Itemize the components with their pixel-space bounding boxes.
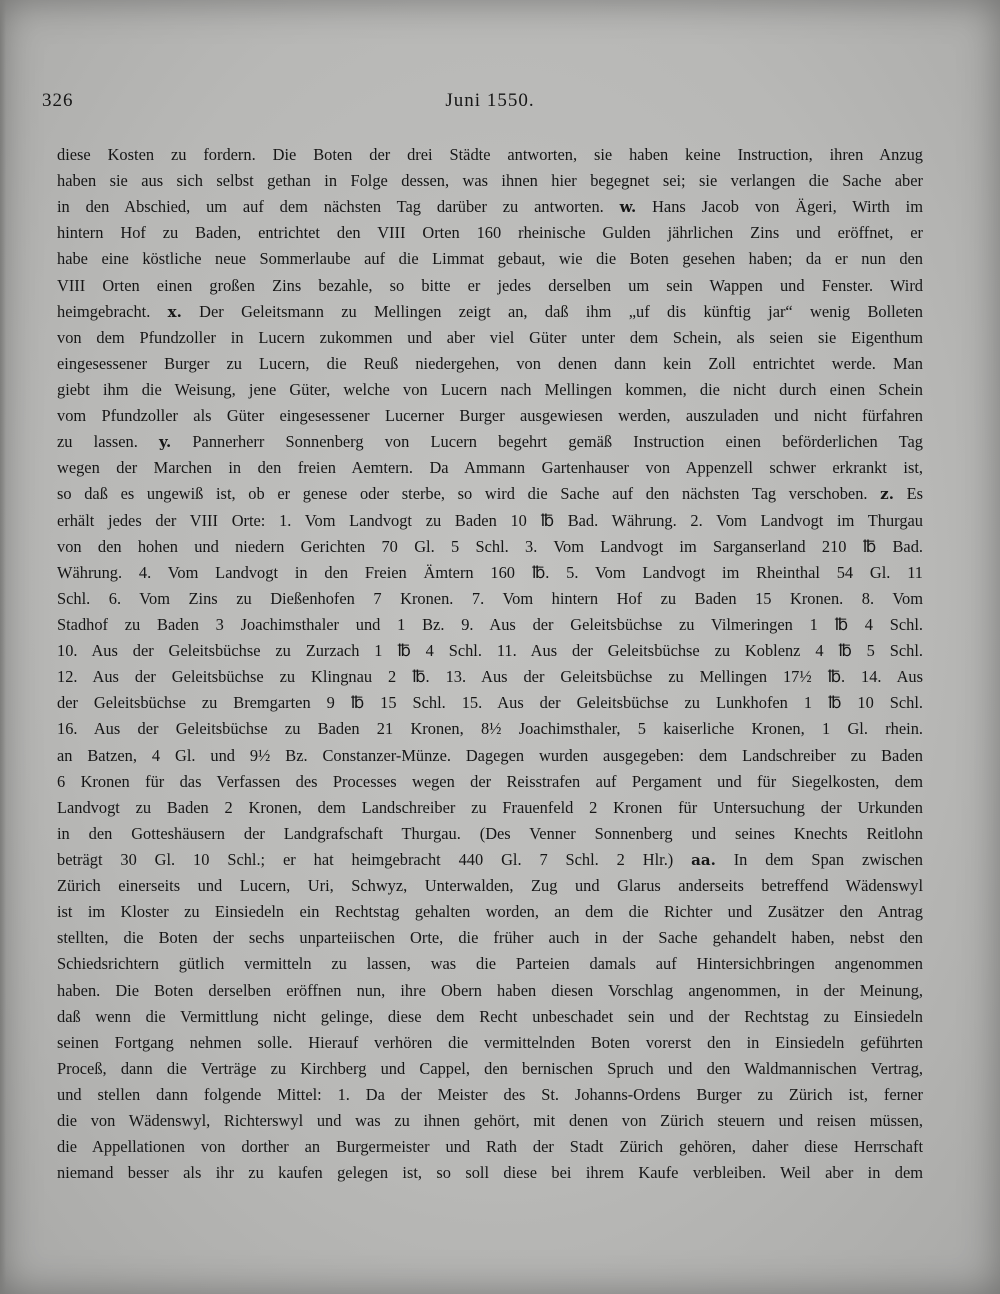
text-line (57, 925, 923, 951)
text-segment: Proceß, dann die Verträge zu Kirchberg und Cappel, den bernischen Spruch und den Waldmannischen Vertrag, (57, 1058, 923, 1078)
text-line (57, 638, 923, 664)
text-segment: 12. Aus der Geleitsbüchse zu Klingnau 2 ℔. 13. Aus der Geleitsbüchse zu Mellingen 17½ ℔. 14. Aus (57, 667, 923, 687)
text-segment: stellten, die Boten der sechs unparteiischen Orte, die früher auch in der Sache gehandelt haben, nebst den (57, 928, 923, 948)
text-segment: die Appellationen von dorther an Burgermeister und Rath der Stadt Zürich gehören, daher diese Herrschaft (57, 1137, 923, 1157)
text-line (57, 534, 923, 560)
text-line (57, 1082, 923, 1108)
text-segment: Schiedsrichtern gütlich vermitteln zu lassen, was die Parteien damals auf Hintersichbringen angenommen (57, 954, 923, 974)
text-segment: die von Wädenswyl, Richterswyl und was zu ihnen gehört, mit denen von Zürich steuern und reisen müssen, (57, 1111, 923, 1131)
text-segment: haben. Die Boten derselben eröffnen nun, ihre Obern haben diesen Vorschlag angenommen, in der Meinung, (57, 980, 923, 1000)
text-segment: haben sie aus sich selbst gethan in Folge dessen, was ihnen hier begegnet sei; sie verlangen die Sache aber (57, 171, 923, 191)
text-segment: Hans Jacob von Ägeri, Wirth im (636, 197, 923, 217)
text-segment: Zürich einerseits und Lucern, Uri, Schwyz, Unterwalden, Zug und Glarus anderseits betreffend Wädenswyl (57, 876, 923, 896)
text-segment: diese Kosten zu fordern. Die Boten der drei Städte antworten, sie haben keine Instruction, ihren Anzug (57, 145, 923, 164)
text-segment: ist im Kloster zu Einsiedeln ein Rechtstag gehalten worden, an dem die Richter und Zusätzer den Antrag (57, 902, 923, 922)
text-segment: habe eine köstliche neue Sommerlaube auf die Limmat gebaut, wie die Boten gesehen haben; da er nun den (57, 249, 923, 269)
text-line (57, 168, 923, 194)
text-line (57, 586, 923, 612)
text-segment: eingesessener Burger zu Lucern, die Reuß niedergehen, von denen dann kein Zoll entrichtet werde. Man (57, 353, 923, 373)
text-line (57, 664, 923, 690)
text-segment: daß wenn die Vermittlung nicht gelinge, diese dem Recht unbeschadet sein und der Rechtstag zu Einsiedeln (57, 1006, 923, 1026)
page-edge (0, 0, 6, 1294)
text-segment: von den hohen und niedern Gerichten 70 Gl. 5 Schl. 3. Vom Landvogt im Sarganserland 210 ℔ Bad. (57, 536, 923, 556)
text-line (57, 429, 923, 455)
text-segment: zu lassen. (57, 432, 160, 452)
text-segment: 10. Aus der Geleitsbüchse zu Zurzach 1 ℔ 4 Schl. 11. Aus der Geleitsbüchse zu Koblenz 4 ℔ 5 Schl. (57, 641, 923, 661)
text-line (57, 769, 923, 795)
text-segment: VIII Orten einen großen Zins bezahle, so bitte er jedes derselben um sein Wappen und Fenster. Wird (57, 275, 923, 295)
text-segment: Pannerherr Sonnenberg von Lucern begehrt gemäß Instruction einen beförderlichen Tag (171, 432, 923, 452)
text-line (57, 743, 923, 769)
text-line (57, 1134, 923, 1160)
text-line (57, 873, 923, 899)
text-line (57, 847, 923, 873)
text-segment: an Batzen, 4 Gl. und 9½ Bz. Constanzer-Münze. Dagegen wurden ausgegeben: dem Landschreiber zu Baden (57, 745, 923, 765)
text-line (57, 612, 923, 638)
text-line (57, 220, 923, 246)
text-line (57, 560, 923, 586)
text-segment: beträgt 30 Gl. 10 Schl.; er hat heimgebracht 440 Gl. 7 Schl. 2 Hlr.) (57, 849, 692, 869)
text-line (57, 690, 923, 716)
section-marker: x. (167, 302, 182, 321)
text-segment: Stadhof zu Baden 3 Joachimsthaler und 1 Bz. 9. Aus der Geleitsbüchse zu Vilmeringen 1 ℔ 4 Schl. (57, 614, 923, 634)
text-segment: und stellen dann folgende Mittel: 1. Da der Meister des St. Johanns-Ordens Burger zu Zürich ist, ferner (57, 1084, 923, 1104)
section-marker: w. (619, 198, 637, 217)
section-marker: z. (880, 485, 894, 504)
text-line (57, 325, 923, 351)
text-line (57, 273, 923, 299)
text-line (57, 508, 923, 534)
text-segment: Der Geleitsmann zu Mellingen zeigt an, daß ihm „uf dis künftig jar“ wenig Bolleten (181, 301, 923, 321)
text-segment: Währung. 4. Vom Landvogt in den Freien Ämtern 160 ℔. 5. Vom Landvogt im Rheinthal 54 Gl. 11 (57, 562, 923, 582)
text-segment: der Geleitsbüchse zu Bremgarten 9 ℔ 15 Schl. 15. Aus der Geleitsbüchse zu Lunkhofen 1 ℔ 10 Schl. (57, 693, 923, 713)
text-line (57, 821, 923, 847)
text-line (57, 481, 923, 507)
running-title: Juni 1550. (445, 90, 535, 111)
text-line (57, 951, 923, 977)
text-segment: in den Gotteshäusern der Landgrafschaft Thurgau. (Des Venner Sonnenberg und seines Knechts Reitlohn (57, 823, 923, 843)
text-line (57, 716, 923, 742)
text-segment: in den Abschied, um auf dem nächsten Tag darüber zu antworten. (57, 197, 620, 217)
text-segment: Landvogt zu Baden 2 Kronen, dem Landschreiber zu Frauenfeld 2 Kronen für Untersuchung der Urkunden (57, 797, 923, 817)
text-segment: hintern Hof zu Baden, entrichtet den VIII Orten 160 rheinische Gulden jährlichen Zins und eröffnet, er (57, 223, 923, 243)
text-segment: erhält jedes der VIII Orte: 1. Vom Landvogt zu Baden 10 ℔ Bad. Währung. 2. Vom Landvogt im Thurgau (57, 510, 923, 530)
page-header (0, 88, 1000, 114)
text-segment: Es (893, 484, 923, 504)
text-line (57, 1160, 923, 1186)
text-line (57, 455, 923, 481)
text-segment: so daß es ungewiß ist, ob er genese oder sterbe, so wird die Sache auf den nächsten Tag verschoben. (57, 484, 881, 504)
text-segment: wegen der Marchen in den freien Aemtern. Da Ammann Gartenhauser von Appenzell schwer erkrankt ist, (57, 458, 923, 478)
text-line (57, 978, 923, 1004)
text-segment: von dem Pfundzoller in Lucern zukommen und aber viel Güter unter dem Schein, als seien sie Eigenthum (57, 327, 923, 347)
text-line (57, 377, 923, 403)
text-line (57, 1030, 923, 1056)
text-segment: 6 Kronen für das Verfassen des Processes wegen der Reisstrafen auf Pergament und für Siegelkosten, dem (57, 771, 923, 791)
section-marker: aa. (691, 850, 716, 869)
text-segment: seinen Fortgang nehmen solle. Hierauf verhören die vermittelnden Boten vorerst den in Einsiedeln geführten (57, 1032, 923, 1052)
text-line (57, 795, 923, 821)
text-segment: Schl. 6. Vom Zins zu Dießenhofen 7 Kronen. 7. Vom hintern Hof zu Baden 15 Kronen. 8. Vom (57, 588, 923, 608)
text-segment: vom Pfundzoller als Güter eingesessener Lucerner Burger ausgewiesen werden, auszuladen und nicht fürfahren (57, 406, 923, 426)
text-segment: niemand besser als ihr zu kaufen gelegen ist, so soll diese bei ihrem Kaufe verbleiben. Weil aber in dem (57, 1163, 923, 1183)
text-line (57, 351, 923, 377)
text-line (57, 1056, 923, 1082)
text-segment: giebt ihm die Weisung, jene Güter, welche von Lucern nach Mellingen kommen, die nicht durch einen Schein (57, 379, 923, 399)
text-line (57, 194, 923, 220)
body-text (57, 142, 923, 1186)
page-number: 326 (42, 90, 74, 111)
text-line (57, 899, 923, 925)
text-line (57, 299, 923, 325)
text-segment: 16. Aus der Geleitsbüchse zu Baden 21 Kronen, 8½ Joachimsthaler, 5 kaiserliche Kronen, 1 Gl. rhein. (57, 719, 923, 739)
text-line (57, 403, 923, 429)
text-line (57, 1004, 923, 1030)
text-line (57, 246, 923, 272)
text-line (57, 1108, 923, 1134)
text-segment: heimgebracht. (57, 301, 168, 321)
text-segment: In dem Span zwischen (715, 849, 923, 869)
section-marker: y. (159, 433, 172, 452)
text-line (57, 142, 923, 168)
